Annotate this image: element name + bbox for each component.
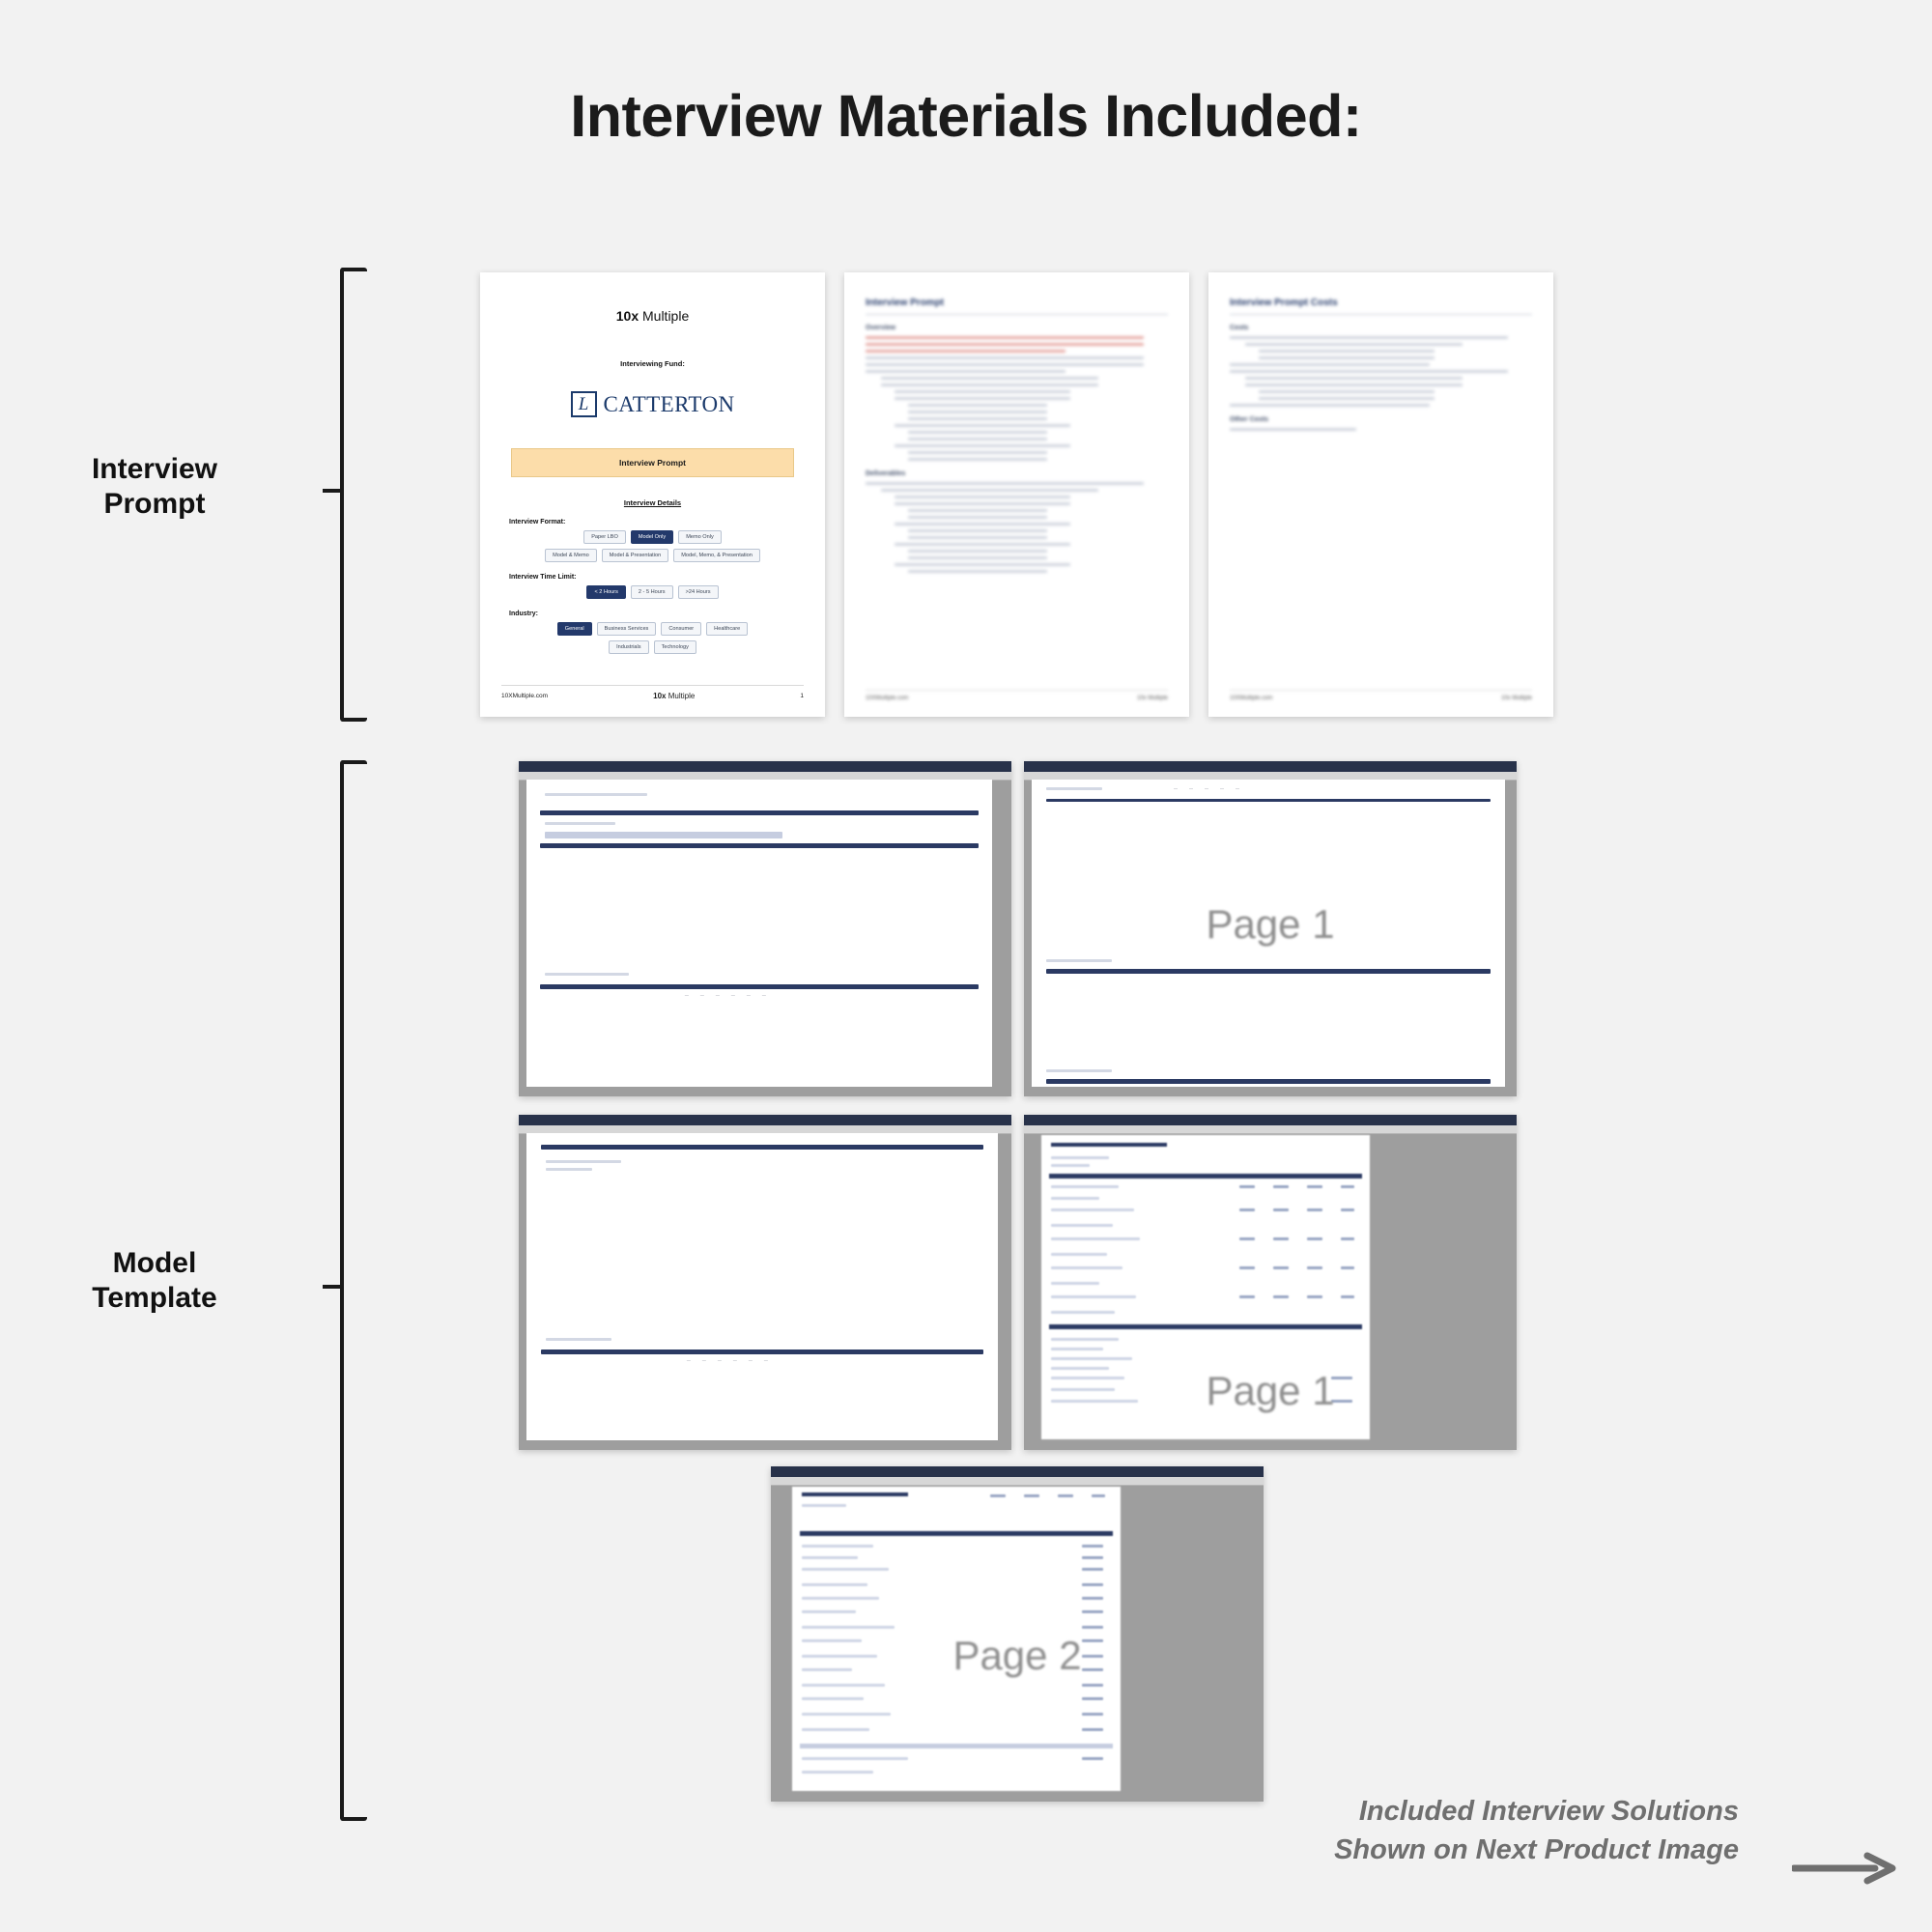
text-line bbox=[866, 482, 1144, 485]
sheet-watermark: Page 1 bbox=[1206, 1368, 1335, 1413]
tick: — bbox=[1236, 785, 1239, 790]
divider bbox=[1230, 314, 1532, 315]
arrow-right-icon bbox=[1792, 1852, 1898, 1885]
cell-number bbox=[990, 1494, 1006, 1497]
chip-model-and-memo[interactable]: Model & Memo bbox=[545, 549, 597, 562]
cell-text bbox=[1051, 1224, 1113, 1227]
costs-doc-footer bbox=[1230, 690, 1532, 701]
document-cover-page[interactable] bbox=[480, 272, 825, 717]
text-line bbox=[1230, 428, 1356, 431]
cell-number bbox=[1082, 1556, 1103, 1559]
cell-text bbox=[1051, 1400, 1138, 1403]
cell-text bbox=[802, 1639, 862, 1642]
cell-number bbox=[1082, 1697, 1103, 1700]
section-header-band bbox=[1046, 799, 1492, 802]
cell-number bbox=[1341, 1237, 1354, 1240]
cover-footer-center bbox=[653, 692, 695, 700]
section-label-line2: Prompt bbox=[103, 488, 206, 520]
chip-model-memo-presentation[interactable]: Model, Memo, & Presentation bbox=[673, 549, 760, 562]
model-template-sheet-2[interactable] bbox=[1024, 761, 1517, 1096]
cell-text bbox=[1051, 1208, 1134, 1211]
text-line bbox=[866, 350, 1065, 353]
text-line bbox=[1259, 390, 1435, 393]
spreadsheet-title-bar bbox=[1024, 761, 1517, 772]
cell-number bbox=[1082, 1597, 1103, 1600]
cell-text bbox=[1051, 1388, 1115, 1391]
cell-text bbox=[802, 1583, 867, 1586]
cell-number bbox=[1273, 1295, 1289, 1298]
text-line bbox=[895, 563, 1070, 566]
section-label-line1: Interview bbox=[91, 453, 218, 485]
cell-number bbox=[1307, 1237, 1322, 1240]
prompt-doc-subtitle-1: Overview bbox=[866, 325, 896, 331]
cell-text bbox=[802, 1684, 885, 1687]
cover-details-title: Interview Details bbox=[623, 498, 682, 507]
tick: — bbox=[732, 1357, 737, 1362]
cell-number bbox=[1331, 1377, 1352, 1379]
chip-paper-lbo[interactable]: Paper LBO bbox=[583, 530, 626, 544]
highlight-band bbox=[545, 832, 782, 838]
text-line bbox=[895, 390, 1070, 393]
logo-wordmark: CATTERTON bbox=[603, 391, 735, 416]
cell-number bbox=[1239, 1208, 1255, 1211]
spreadsheet-title-bar bbox=[771, 1466, 1264, 1477]
spreadsheet-dense-table[interactable] bbox=[1041, 1135, 1370, 1439]
text-line bbox=[908, 516, 1047, 519]
text-line bbox=[908, 536, 1047, 539]
cell-text bbox=[545, 973, 629, 976]
chip-row-time-1 bbox=[501, 585, 804, 599]
cell-number bbox=[1024, 1494, 1039, 1497]
bracket-tick-interview-prompt bbox=[323, 489, 340, 493]
tick: — bbox=[1174, 785, 1178, 790]
cell-number bbox=[1307, 1185, 1322, 1188]
column-tick-labels bbox=[687, 1357, 768, 1362]
tick: — bbox=[1189, 785, 1193, 790]
bracket-tick-model-template bbox=[323, 1285, 340, 1289]
spreadsheet-canvas[interactable] bbox=[526, 780, 992, 1087]
bracket-interview-prompt bbox=[340, 268, 367, 722]
field-label-time-limit: Interview Time Limit: bbox=[509, 574, 577, 581]
text-line bbox=[908, 550, 1047, 553]
chip-model-and-presentation[interactable]: Model & Presentation bbox=[602, 549, 668, 562]
text-line bbox=[895, 444, 1070, 447]
cell-text bbox=[1051, 1164, 1090, 1167]
cover-footer-page-number: 1 bbox=[800, 693, 804, 699]
cell-text bbox=[1046, 959, 1113, 962]
tick: — bbox=[746, 992, 751, 997]
section-header-band bbox=[540, 810, 978, 815]
costs-doc-subtitle-1: Costs bbox=[1230, 325, 1249, 331]
cell-text bbox=[1051, 1156, 1109, 1159]
cell-number bbox=[1273, 1237, 1289, 1240]
cell-number bbox=[1273, 1185, 1289, 1188]
section-header-band bbox=[540, 984, 978, 989]
cell-number bbox=[1341, 1266, 1354, 1269]
cell-number bbox=[1341, 1185, 1354, 1188]
cell-text bbox=[802, 1626, 895, 1629]
model-template-sheet-5[interactable] bbox=[771, 1466, 1264, 1802]
cell-text bbox=[1046, 787, 1103, 790]
tick: — bbox=[763, 1357, 768, 1362]
chip-model-only[interactable]: Model Only bbox=[631, 530, 673, 544]
footer-note-line1: Included Interview Solutions bbox=[1358, 1796, 1739, 1827]
costs-doc-footer-right: 10x Multiple bbox=[1500, 696, 1532, 701]
cell-text bbox=[802, 1568, 889, 1571]
spreadsheet-dense-table[interactable] bbox=[792, 1487, 1121, 1791]
chip-industrials[interactable]: Industrials bbox=[609, 640, 649, 654]
text-line bbox=[1230, 336, 1508, 339]
sheet-watermark: Page 2 bbox=[952, 1633, 1082, 1678]
cover-footer-left: 10XMultiple.com bbox=[501, 693, 549, 699]
cell-text bbox=[1051, 1367, 1109, 1370]
footer-note bbox=[1334, 1792, 1739, 1869]
cell-text bbox=[1051, 1253, 1107, 1256]
cover-footer bbox=[501, 685, 804, 700]
sheet-watermark: Page 1 bbox=[1206, 901, 1335, 947]
text-line bbox=[1245, 377, 1463, 380]
chip-row-format-2 bbox=[501, 549, 804, 562]
tick: — bbox=[686, 1357, 691, 1362]
field-label-industry: Industry: bbox=[509, 611, 538, 617]
cell-text bbox=[802, 1556, 858, 1559]
text-line bbox=[908, 451, 1047, 454]
cell-text bbox=[802, 1610, 856, 1613]
prompt-doc-subtitle-2: Deliverables bbox=[866, 470, 906, 477]
prompt-doc-footer bbox=[866, 690, 1168, 701]
spreadsheet-column-headers bbox=[771, 1477, 1264, 1486]
spreadsheet-title-bar bbox=[519, 1115, 1011, 1125]
spreadsheet-title-bar bbox=[519, 761, 1011, 772]
text-line bbox=[1245, 384, 1463, 386]
text-line bbox=[908, 458, 1047, 461]
text-line bbox=[908, 529, 1047, 532]
cell-text bbox=[802, 1597, 879, 1600]
cell-number bbox=[1239, 1237, 1255, 1240]
cell-text bbox=[1051, 1357, 1132, 1360]
logo-mark-icon: L bbox=[571, 391, 597, 417]
text-line bbox=[895, 523, 1070, 526]
cell-number bbox=[1239, 1295, 1255, 1298]
cover-footer-center-rest: Multiple bbox=[666, 692, 696, 700]
cell-text bbox=[802, 1668, 852, 1671]
section-header-band bbox=[541, 1350, 984, 1354]
text-line bbox=[881, 384, 1098, 386]
bracket-model-template bbox=[340, 760, 367, 1821]
section-header-band bbox=[1046, 969, 1492, 974]
text-line bbox=[895, 424, 1070, 427]
cell-text bbox=[1046, 1069, 1113, 1072]
text-line bbox=[895, 502, 1070, 505]
spreadsheet-column-headers bbox=[1024, 1125, 1517, 1134]
cell-number bbox=[1341, 1208, 1354, 1211]
cell-text bbox=[802, 1504, 846, 1507]
text-line bbox=[866, 356, 1144, 359]
tick: — bbox=[715, 992, 720, 997]
cover-brand-bold: 10x bbox=[615, 308, 639, 324]
cell-number bbox=[1082, 1583, 1103, 1586]
text-line bbox=[908, 417, 1047, 420]
cell-number bbox=[1082, 1545, 1103, 1548]
model-template-sheet-4[interactable] bbox=[1024, 1115, 1517, 1450]
cell-text bbox=[1051, 1338, 1119, 1341]
document-interview-prompt-costs[interactable] bbox=[1208, 272, 1553, 717]
cell-text bbox=[1051, 1311, 1115, 1314]
cell-number bbox=[1341, 1295, 1354, 1298]
footer-note-line2: Shown on Next Product Image bbox=[1334, 1834, 1739, 1866]
cell-number bbox=[1082, 1668, 1103, 1671]
cell-text bbox=[802, 1728, 869, 1731]
text-line bbox=[908, 570, 1047, 573]
cell-text bbox=[802, 1697, 864, 1700]
costs-doc-footer-left: 10XMultiple.com bbox=[1230, 696, 1273, 701]
cover-footer-center-bold: 10x bbox=[653, 692, 667, 700]
cover-subtitle: Interviewing Fund: bbox=[620, 359, 685, 368]
cell-text bbox=[546, 1168, 593, 1171]
text-line bbox=[908, 431, 1047, 434]
cell-text bbox=[802, 1545, 873, 1548]
cell-number bbox=[1082, 1568, 1103, 1571]
cell-number bbox=[1082, 1757, 1103, 1760]
cell-number bbox=[1307, 1266, 1322, 1269]
text-line bbox=[881, 489, 1098, 492]
text-line bbox=[895, 397, 1070, 400]
text-line bbox=[895, 543, 1070, 546]
text-line bbox=[1259, 350, 1435, 353]
cell-text bbox=[1051, 1197, 1099, 1200]
field-label-interview-format: Interview Format: bbox=[509, 519, 566, 526]
tick: — bbox=[730, 992, 735, 997]
text-line bbox=[908, 438, 1047, 440]
tick: — bbox=[761, 992, 766, 997]
model-template-sheet-1[interactable] bbox=[519, 761, 1011, 1096]
spreadsheet-canvas[interactable] bbox=[526, 1133, 998, 1440]
text-line bbox=[1259, 356, 1435, 359]
chip-row-industry-1 bbox=[501, 622, 804, 636]
tick: — bbox=[717, 1357, 722, 1362]
cell-number bbox=[1239, 1185, 1255, 1188]
table-header-band bbox=[1049, 1174, 1362, 1179]
tick: — bbox=[1205, 785, 1208, 790]
tick: — bbox=[748, 1357, 753, 1362]
table-subtotal-band bbox=[1049, 1324, 1362, 1329]
cell-number bbox=[1058, 1494, 1073, 1497]
text-line bbox=[1230, 370, 1508, 373]
section-label-line1: Model bbox=[112, 1247, 197, 1279]
text-line bbox=[1230, 363, 1430, 366]
cell-text bbox=[802, 1655, 877, 1658]
text-line bbox=[908, 509, 1047, 512]
divider bbox=[866, 314, 1168, 315]
table-header-band bbox=[800, 1531, 1113, 1536]
prompt-doc-title: Interview Prompt bbox=[866, 298, 945, 308]
table-title-band bbox=[802, 1492, 908, 1496]
text-line bbox=[1245, 343, 1463, 346]
costs-doc-subtitle-2: Other Costs bbox=[1230, 416, 1269, 423]
chip-memo-only[interactable]: Memo Only bbox=[678, 530, 722, 544]
cell-number bbox=[1331, 1400, 1352, 1403]
cell-text bbox=[1051, 1237, 1140, 1240]
column-tick-labels bbox=[685, 992, 766, 997]
cover-brand-rest: Multiple bbox=[639, 308, 690, 324]
cell-text bbox=[546, 1160, 621, 1163]
chip-under-2-hours[interactable]: < 2 Hours bbox=[586, 585, 625, 599]
page-title: Interview Materials Included: bbox=[570, 83, 1362, 149]
cell-number bbox=[1273, 1208, 1289, 1211]
chip-2-to-5-hours[interactable]: 2 - 5 Hours bbox=[631, 585, 673, 599]
section-header-band bbox=[1046, 1079, 1492, 1084]
text-line bbox=[866, 343, 1144, 346]
chip-technology[interactable]: Technology bbox=[654, 640, 696, 654]
cell-number bbox=[1082, 1655, 1103, 1658]
cell-text bbox=[1051, 1348, 1103, 1350]
section-label-line2: Template bbox=[92, 1282, 217, 1314]
table-total-band bbox=[800, 1744, 1113, 1748]
tick: — bbox=[684, 992, 689, 997]
column-tick-labels bbox=[1174, 785, 1239, 790]
text-line bbox=[866, 336, 1144, 339]
catterton-logo bbox=[561, 391, 745, 417]
chip-general[interactable]: General bbox=[557, 622, 592, 636]
cell-number bbox=[1082, 1684, 1103, 1687]
text-line bbox=[866, 363, 1144, 366]
text-line bbox=[908, 556, 1047, 559]
cell-text bbox=[1051, 1295, 1136, 1298]
cell-number bbox=[1082, 1639, 1103, 1642]
text-line bbox=[895, 496, 1070, 498]
section-label-model-template bbox=[29, 1246, 280, 1316]
cell-text bbox=[802, 1713, 891, 1716]
cell-text bbox=[1051, 1266, 1122, 1269]
tick: — bbox=[1220, 785, 1224, 790]
spreadsheet-canvas[interactable] bbox=[1032, 780, 1505, 1087]
cell-text bbox=[545, 793, 647, 796]
cell-text bbox=[1051, 1377, 1124, 1379]
section-label-interview-prompt bbox=[29, 452, 280, 522]
chip-consumer[interactable]: Consumer bbox=[661, 622, 701, 636]
chip-business-services[interactable]: Business Services bbox=[597, 622, 657, 636]
table-title-band bbox=[1051, 1143, 1167, 1147]
section-header-band bbox=[540, 843, 978, 848]
cell-number bbox=[1092, 1494, 1105, 1497]
cover-brand bbox=[501, 308, 804, 324]
cell-text bbox=[1051, 1282, 1099, 1285]
text-line bbox=[881, 377, 1098, 380]
cell-number bbox=[1239, 1266, 1255, 1269]
cell-number bbox=[1082, 1626, 1103, 1629]
costs-doc-title: Interview Prompt Costs bbox=[1230, 298, 1338, 308]
chip-row-industry-2 bbox=[501, 640, 804, 654]
tick: — bbox=[699, 992, 704, 997]
cell-text bbox=[802, 1771, 873, 1774]
chip-healthcare[interactable]: Healthcare bbox=[706, 622, 748, 636]
text-line bbox=[908, 411, 1047, 413]
cell-number bbox=[1273, 1266, 1289, 1269]
cell-text bbox=[545, 822, 614, 825]
text-line bbox=[1230, 404, 1430, 407]
spreadsheet-title-bar bbox=[1024, 1115, 1517, 1125]
document-interview-prompt[interactable] bbox=[844, 272, 1189, 717]
prompt-doc-footer-left: 10XMultiple.com bbox=[866, 696, 909, 701]
cell-number bbox=[1082, 1610, 1103, 1613]
chip-over-24-hours[interactable]: >24 Hours bbox=[678, 585, 719, 599]
text-line bbox=[908, 404, 1047, 407]
text-line bbox=[866, 370, 1065, 373]
cell-text bbox=[1051, 1185, 1119, 1188]
cell-number bbox=[1082, 1713, 1103, 1716]
text-line bbox=[1259, 397, 1435, 400]
cell-text bbox=[546, 1338, 611, 1341]
chip-row-format-1 bbox=[501, 530, 804, 544]
cell-text bbox=[802, 1757, 908, 1760]
cell-number bbox=[1307, 1208, 1322, 1211]
cell-number bbox=[1307, 1295, 1322, 1298]
tick: — bbox=[701, 1357, 706, 1362]
section-header-band bbox=[541, 1145, 984, 1150]
cell-number bbox=[1082, 1728, 1103, 1731]
model-template-sheet-3[interactable] bbox=[519, 1115, 1011, 1450]
prompt-doc-footer-right: 10x Multiple bbox=[1136, 696, 1168, 701]
cover-banner: Interview Prompt bbox=[511, 448, 794, 477]
